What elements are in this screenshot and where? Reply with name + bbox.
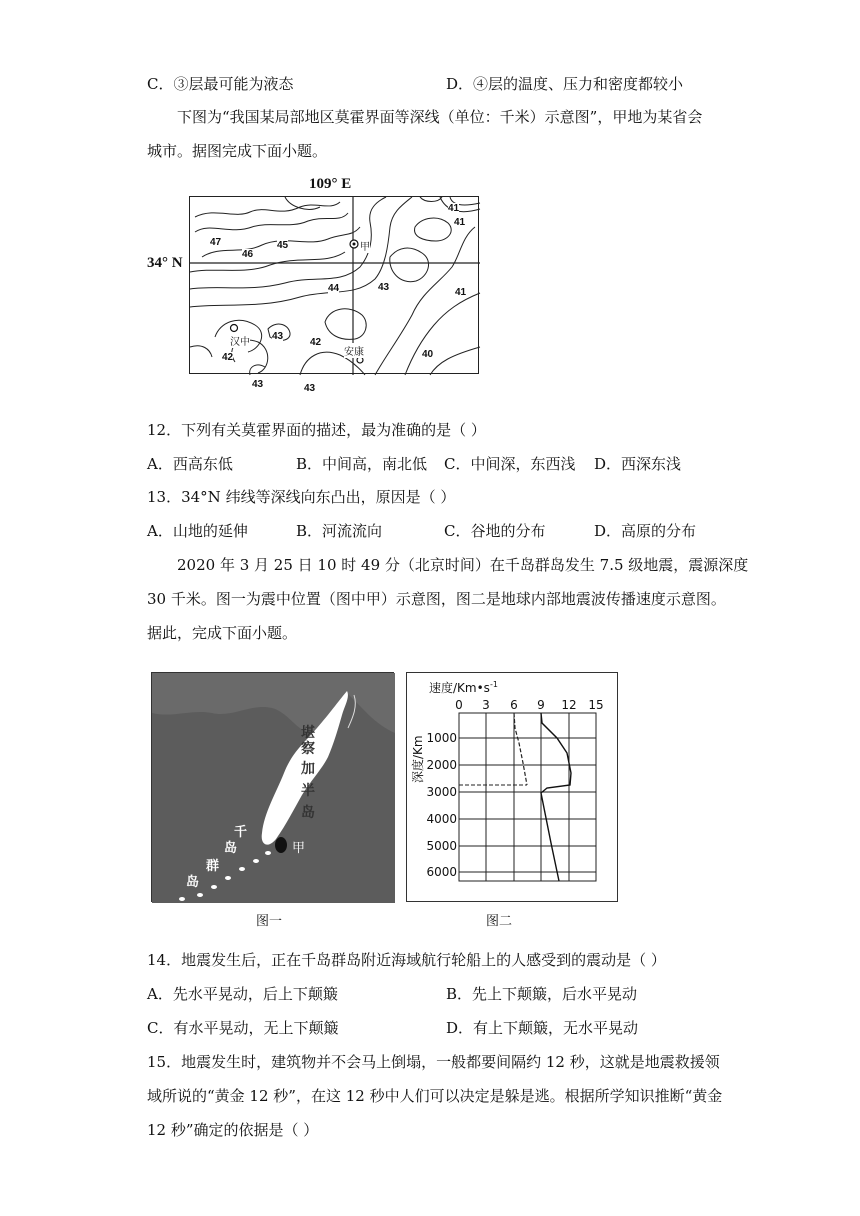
q12-option-c: C．中间深，东西浅 bbox=[444, 455, 576, 473]
contour-label: 42 bbox=[310, 337, 322, 348]
y-tick: 1000 bbox=[426, 731, 457, 745]
q12-stem: 12．下列有关莫霍界面的描述，最为准确的是（ ） bbox=[147, 421, 486, 439]
x-tick: 3 bbox=[482, 698, 490, 712]
q11-option-d: D．④层的温度、压力和密度都较小 bbox=[446, 75, 684, 93]
speed-axis-label: 速度$/Km•s^{-1}$ bbox=[429, 680, 498, 695]
x-tick: 0 bbox=[455, 698, 463, 712]
figure-2-seismic-velocity-chart bbox=[406, 672, 618, 902]
peninsula-shape bbox=[152, 673, 395, 903]
q15-line3: 12 秒”确定的依据是（ ） bbox=[147, 1121, 319, 1139]
q14-option-a: A．先水平晃动，后上下颠簸 bbox=[147, 985, 338, 1003]
city-hanzhong-label: 汉中 bbox=[230, 333, 250, 348]
epicenter-marker bbox=[275, 837, 287, 853]
intro2-line1: 2020 年 3 月 25 日 10 时 49 分（北京时间）在千岛群岛发生 7.5 级地震，震源深度 bbox=[177, 556, 749, 574]
q11-option-c: C．③层最可能为液态 bbox=[147, 75, 294, 93]
y-tick: 2000 bbox=[426, 758, 457, 772]
q13-option-c: C．谷地的分布 bbox=[444, 522, 546, 540]
contour-label: 46 bbox=[242, 249, 254, 260]
epicenter-label: 甲 bbox=[292, 841, 306, 856]
y-tick: 4000 bbox=[426, 812, 457, 826]
contour-label: 41 bbox=[448, 203, 460, 214]
velocity-grid bbox=[407, 673, 619, 903]
moho-contour-map bbox=[189, 196, 479, 394]
contour-label: 41 bbox=[454, 217, 466, 228]
peninsula-label: 堪 察 加 半 岛 bbox=[301, 725, 315, 821]
s-wave-curve bbox=[514, 713, 527, 785]
intro2-line2: 30 千米。图一为震中位置（图中甲）示意图，图二是地球内部地震波传播速度示意图。 bbox=[147, 590, 726, 608]
contour-label: 45 bbox=[277, 240, 289, 251]
x-tick: 9 bbox=[537, 698, 545, 712]
contour-label: 44 bbox=[328, 283, 340, 294]
depth-axis-label: 深度/Km bbox=[411, 735, 425, 783]
q14-option-c: C．有水平晃动，无上下颠簸 bbox=[147, 1019, 339, 1037]
q13-stem: 13．34°N 纬线等深线向东凸出，原因是（ ） bbox=[147, 488, 456, 506]
contour-label: 43 bbox=[378, 282, 390, 293]
contour-label: 43 bbox=[272, 331, 284, 342]
city-jia-label: 甲 bbox=[360, 238, 370, 253]
y-tick: 6000 bbox=[426, 865, 457, 879]
contour-label: 40 bbox=[422, 349, 434, 360]
x-tick: 12 bbox=[561, 698, 577, 712]
contour-label: 43 bbox=[304, 383, 316, 394]
q15-line1: 15．地震发生时，建筑物并不会马上倒塌，一般都要间隔约 12 秒，这就是地震救援领 bbox=[147, 1053, 720, 1071]
q13-option-d: D．高原的分布 bbox=[594, 522, 697, 540]
x-tick: 15 bbox=[588, 698, 604, 712]
q12-option-d: D．西深东浅 bbox=[594, 455, 682, 473]
intro1-line2: 城市。据图完成下面小题。 bbox=[147, 142, 328, 160]
contour-label: 43 bbox=[252, 379, 264, 390]
q13-option-b: B．河流流向 bbox=[296, 522, 383, 540]
figure-2-caption: 图二 bbox=[486, 914, 513, 929]
q14-option-d: D．有上下颠簸，无水平晃动 bbox=[446, 1019, 639, 1037]
intro2-line3: 据此，完成下面小题。 bbox=[147, 624, 298, 642]
x-tick: 6 bbox=[510, 698, 518, 712]
q13-option-a: A．山地的延伸 bbox=[147, 522, 248, 540]
figure-1-caption: 图一 bbox=[256, 914, 283, 929]
latitude-label: 34° N bbox=[147, 255, 183, 271]
q14-stem: 14．地震发生后，正在千岛群岛附近海域航行轮船上的人感受到的震动是（ ） bbox=[147, 951, 666, 969]
intro1-line1: 下图为“我国某局部地区莫霍界面等深线（单位：千米）示意图”，甲地为某省会 bbox=[177, 108, 703, 126]
y-tick: 3000 bbox=[426, 785, 457, 799]
q14-option-b: B．先上下颠簸，后水平晃动 bbox=[446, 985, 638, 1003]
longitude-label: 109° E bbox=[309, 176, 352, 192]
q15-line2: 域所说的“黄金 12 秒”，在这 12 秒中人们可以决定是躲是逃。根据所学知识推断“黄金 bbox=[147, 1087, 723, 1105]
contour-label: 41 bbox=[455, 287, 467, 298]
city-ankang-label: 安康 bbox=[344, 343, 364, 358]
contour-label: 47 bbox=[210, 237, 222, 248]
contour-label: 42 bbox=[222, 352, 234, 363]
figure-1-epicenter-map: 堪 察 加 半 岛 千 岛 群 岛 甲 bbox=[151, 672, 394, 902]
y-tick: 5000 bbox=[426, 839, 457, 853]
q12-option-a: A．西高东低 bbox=[147, 455, 233, 473]
q12-option-b: B．中间高，南北低 bbox=[296, 455, 428, 473]
